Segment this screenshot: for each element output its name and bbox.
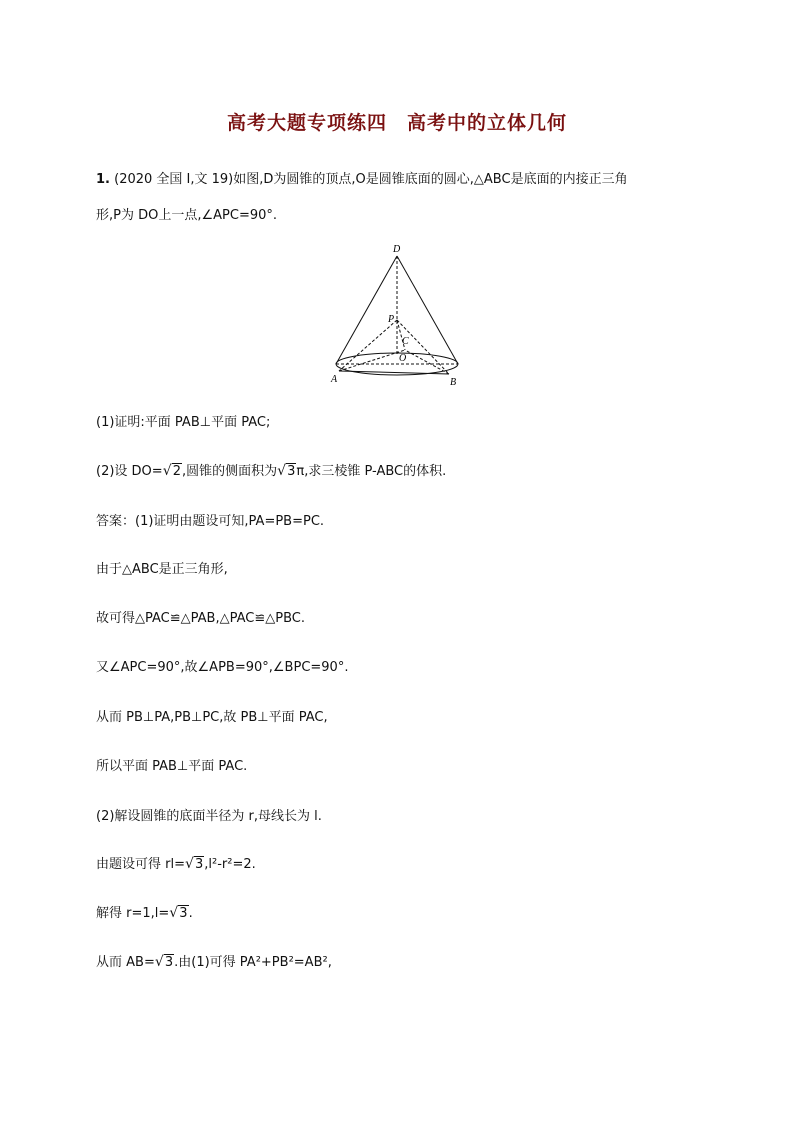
sqrt-2-radicand: 2	[172, 464, 181, 479]
label-A: A	[331, 374, 338, 385]
label-D: D	[393, 244, 401, 255]
answer-line-8	[96, 853, 256, 872]
answer-line-9-b: .	[188, 906, 193, 921]
cone-slant-right	[397, 256, 458, 364]
answer-line-10	[96, 951, 332, 970]
answer-line-8-sqrt	[186, 857, 204, 872]
label-B: B	[450, 377, 457, 388]
problem-stem-text-1: 如图,D为圆锥的顶点,O是圆锥底面的圆心,△ABC是底面的内接正三角	[233, 172, 628, 187]
answer-line-9-radicand: 3	[179, 906, 188, 921]
answer-line-10-sqrt	[156, 955, 174, 970]
answer-line-2: 由于△ABC是正三角形,	[96, 562, 228, 577]
answer-line-1: 答案：(1)证明由题设可知,PA=PB=PC.	[96, 514, 325, 529]
cone-figure	[325, 240, 470, 388]
label-P: P	[388, 314, 395, 325]
answer-line-6: 所以平面 PAB⊥平面 PAC.	[96, 759, 248, 774]
segment-PB	[397, 320, 449, 374]
sqrt-3-radicand: 3	[287, 464, 296, 479]
problem-stem-line-1	[96, 168, 628, 187]
answer-line-10-b: .由(1)可得 PA²+PB²=AB²,	[174, 955, 332, 970]
answer-line-9-sqrt	[170, 906, 188, 921]
cone-slant-left	[336, 256, 397, 364]
answer-line-9	[96, 902, 193, 921]
part-2-text-c: π,求三棱锥 P-ABC的体积.	[296, 464, 447, 479]
answer-line-8-b: ,l²-r²=2.	[204, 857, 256, 872]
answer-line-4: 又∠APC=90°,故∠APB=90°,∠BPC=90°.	[96, 660, 349, 675]
answer-line-5: 从而 PB⊥PA,PB⊥PC,故 PB⊥平面 PAC,	[96, 710, 328, 725]
part-2	[96, 460, 446, 479]
segment-BC	[405, 350, 449, 374]
part-2-text-b: ,圆锥的侧面积为	[181, 464, 278, 479]
problem-number: 1.	[96, 172, 110, 187]
problem-stem-line-2: 形,P为 DO上一点,∠APC=90°.	[96, 208, 278, 223]
part-2-text-a: (2)设 DO=	[96, 464, 163, 479]
answer-line-8-a: 由题设可得 rl=	[96, 857, 185, 872]
sqrt-2	[164, 464, 182, 479]
answer-line-8-radicand: 3	[194, 857, 204, 872]
segment-PA	[339, 320, 397, 371]
answer-line-3: 故可得△PAC≌△PAB,△PAC≌△PBC.	[96, 611, 305, 626]
sqrt-3	[278, 464, 296, 479]
page-title: 高考大题专项练四 高考中的立体几何	[226, 112, 567, 134]
label-C: C	[402, 336, 409, 347]
answer-line-10-radicand: 3	[164, 955, 174, 970]
answer-line-9-a: 解得 r=1,l=	[96, 906, 170, 921]
label-O: O	[399, 353, 407, 364]
part-1: (1)证明:平面 PAB⊥平面 PAC;	[96, 415, 271, 430]
answer-line-7: (2)解设圆锥的底面半径为 r,母线长为 l.	[96, 809, 322, 824]
answer-line-10-a: 从而 AB=	[96, 955, 155, 970]
problem-source: (2020 全国 Ⅰ,文 19)	[114, 172, 234, 187]
